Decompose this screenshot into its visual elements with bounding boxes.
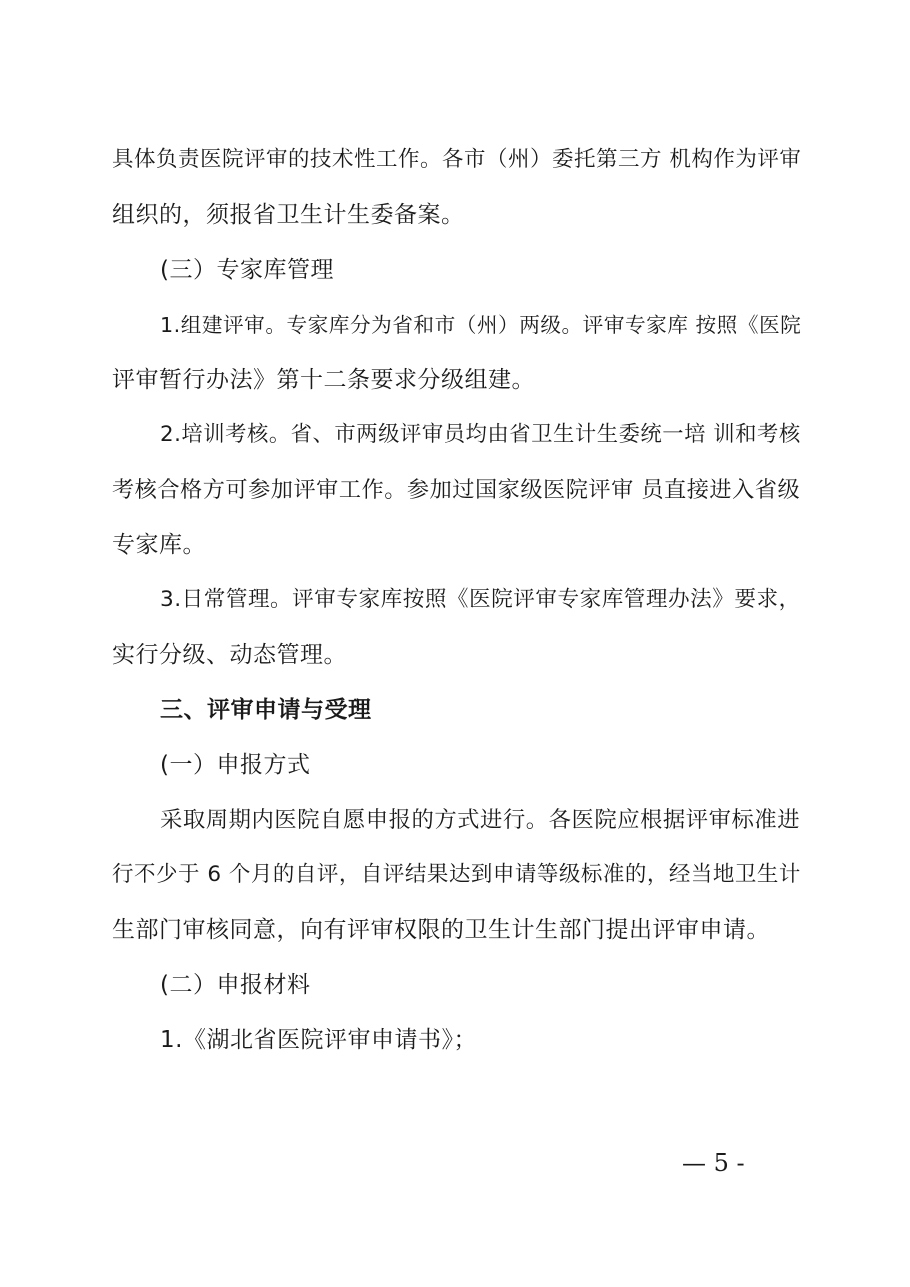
paragraph-line: 采取周期内医院自愿申报的方式进行。各医院应根据评审标准进 bbox=[160, 807, 801, 833]
paragraph-line: 3.日常管理。评审专家库按照《医院评审专家库管理办法》要求， bbox=[160, 587, 801, 612]
page-number: — 5 - bbox=[682, 1149, 745, 1177]
paragraph-line: 1.《湖北省医院评审申请书》； bbox=[160, 1027, 477, 1053]
paragraph-line: 2.培训考核。省、市两级评审员均由省卫生计生委统一培 训和考核 bbox=[160, 422, 801, 447]
section-heading: (一）申报方式 bbox=[160, 752, 311, 778]
paragraph-line: 专家库。 bbox=[112, 532, 206, 558]
paragraph-line: 评审暂行办法》第十二条要求分级组建。 bbox=[112, 367, 535, 393]
section-heading: (三）专家库管理 bbox=[160, 257, 334, 283]
paragraph-line: 组织的，须报省卫生计生委备案。 bbox=[112, 202, 465, 228]
paragraph-line: 实行分级、动态管理。 bbox=[112, 642, 347, 668]
paragraph-line: 考核合格方可参加评审工作。参加过国家级医院评审 员直接进入省级 bbox=[112, 477, 801, 503]
paragraph-line: 生部门审核同意，向有评审权限的卫生计生部门提出评审申请。 bbox=[112, 917, 770, 943]
paragraph-line: 具体负责医院评审的技术性工作。各市（州）委托第三方 机构作为评审 bbox=[112, 147, 802, 172]
section-heading: (二）申报材料 bbox=[160, 972, 311, 998]
paragraph-line: 1.组建评审。专家库分为省和市（州）两级。评审专家库 按照《医院 bbox=[160, 313, 802, 337]
chapter-heading: 三、评审申请与受理 bbox=[160, 697, 372, 723]
paragraph-line: 行不少于 6 个月的自评，自评结果达到申请等级标准的，经当地卫生计 bbox=[112, 862, 801, 887]
